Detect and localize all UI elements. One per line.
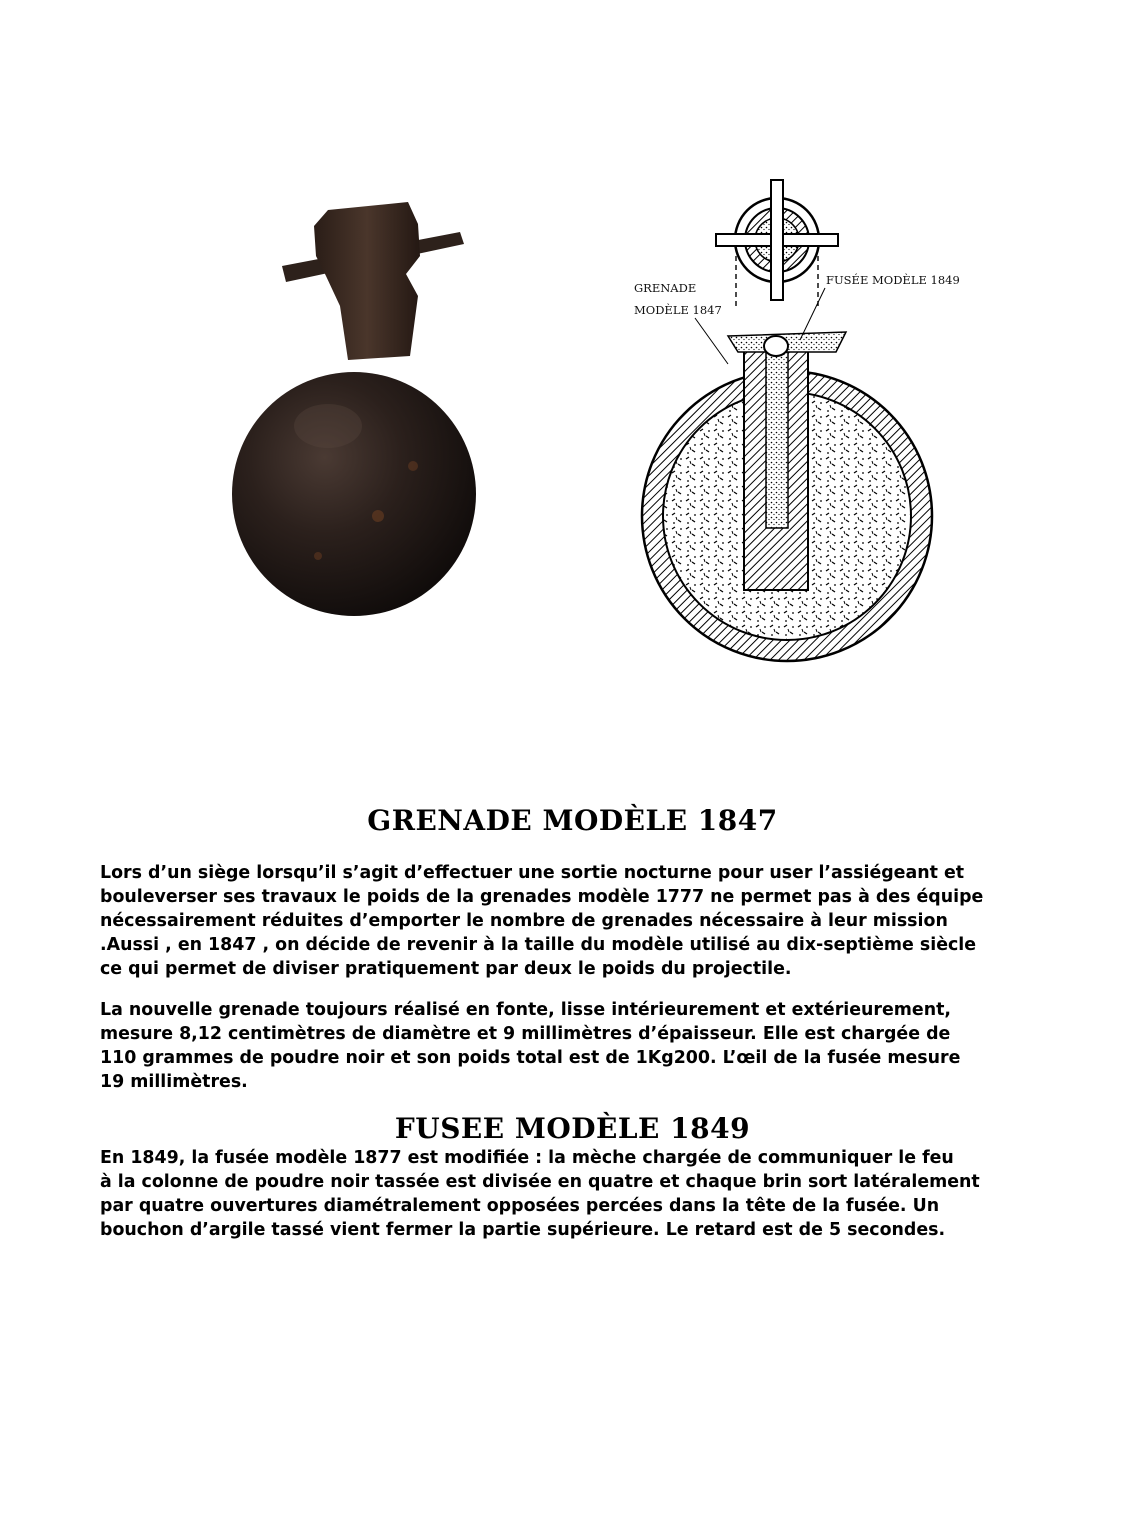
fuse-diagram <box>600 176 980 666</box>
paragraph-grenade-history: Lors d’un siège lorsqu’il s’agit d’effectuer une sortie nocturne pour user l’assiégeant et bouleverser ses travaux le poids de la grenades modèle 1777 ne permet pas à des équipe nécessairement réduites d’emporter le nombre de grenades nécessaire à leur mission .Aussi , en 1847 , on décide de revenir à la taille du modèle utilisé au dix-septième siècle ce qui permet de diviser pratiquement par deux le poids du projectile. <box>100 863 984 979</box>
grenade-photo <box>228 196 480 682</box>
section-title-fusee: FUSEE MODÈLE 1849 <box>394 1112 751 1145</box>
label-fusee: FUSÉE MODÈLE 1849 <box>826 273 960 287</box>
label-grenade-line1: GRENADE <box>634 281 697 295</box>
section-title-grenade: GRENADE MODÈLE 1847 <box>367 804 778 837</box>
label-grenade-line2: MODÈLE 1847 <box>634 303 722 317</box>
paragraph-grenade-specs: La nouvelle grenade toujours réalisé en fonte, lisse intérieurement et extérieurement, mesure 8,12 centimètres de diamètre et 9 millimètres d’épaisseur. Elle est chargée de 110 grammes de poudre noir et son poids total est de 1Kg200. L’œil de la fusée mesure 19 millimètres. <box>100 1000 961 1092</box>
paragraph-fusee: En 1849, la fusée modèle 1877 est modifiée : la mèche chargée de communiquer le feu à la colonne de poudre noir tassée est divisée en quatre et chaque brin sort latéralement par quatre ouvertures diamétralement opposées percées dans la tête de la fusée. Un bouchon d’argile tassé vient fermer la partie supérieure. Le retard est de 5 secondes. <box>100 1148 980 1240</box>
